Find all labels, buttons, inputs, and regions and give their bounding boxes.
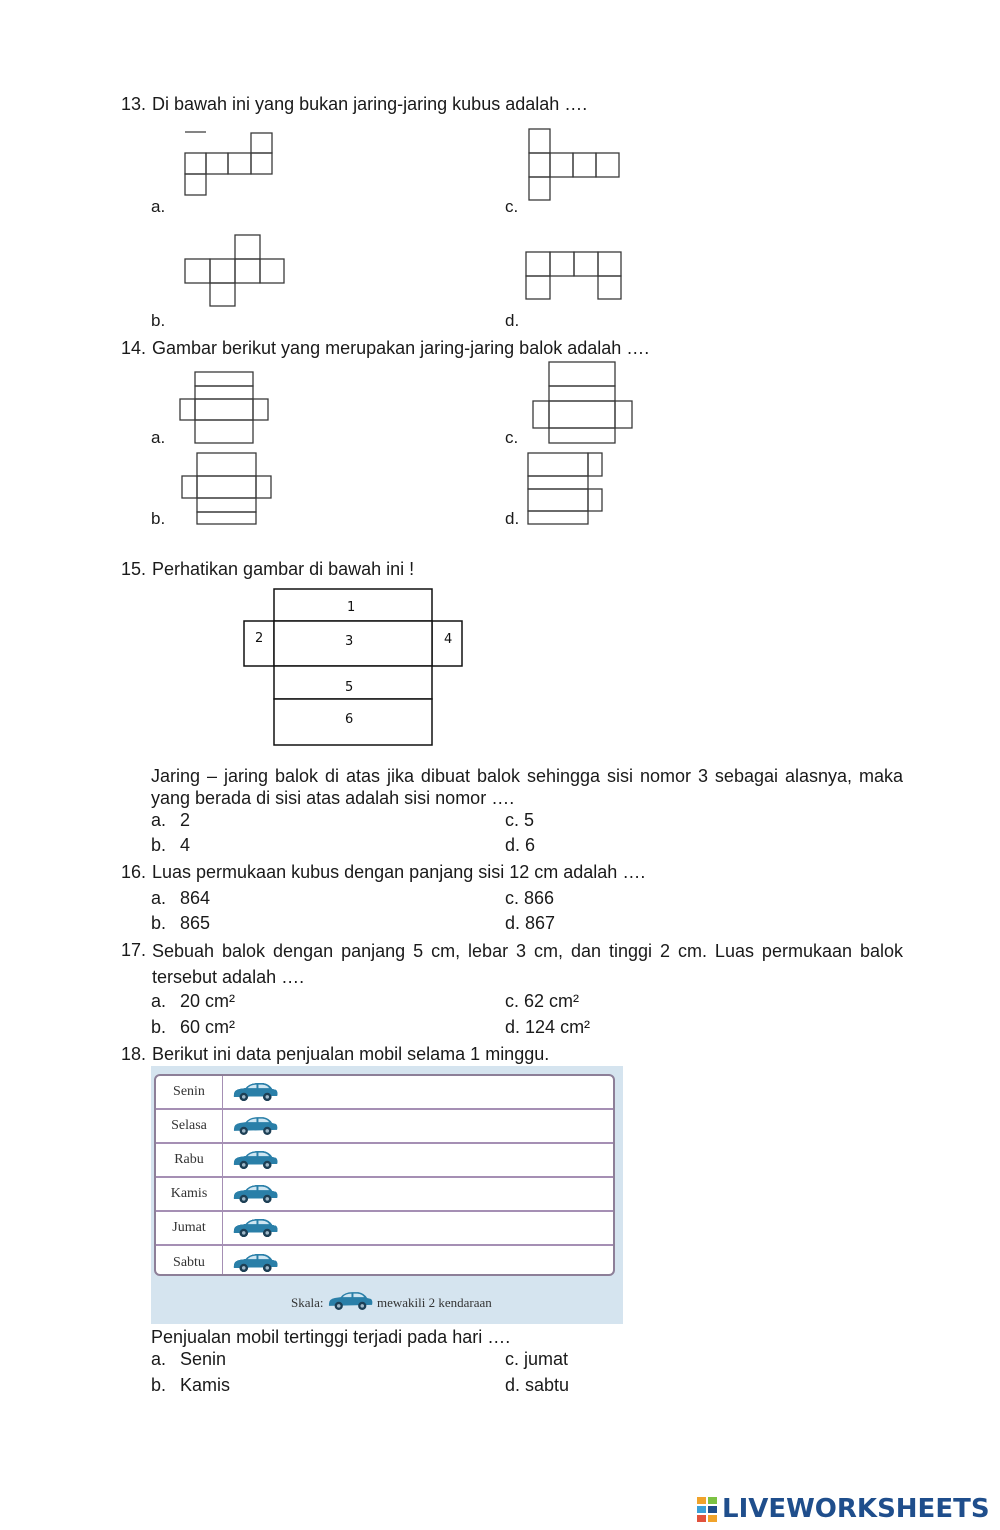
cuboid-net-a[interactable] (179, 371, 271, 447)
option-letter: a. (151, 888, 167, 908)
question-15-text: Jaring – jaring balok di atas jika dibuat balok sehingga sisi nomor 3 sebagai alasnya, maka yang berada di sisi atas adalah sisi nomor …. (151, 766, 903, 808)
option-text: 60 cm² (180, 1017, 236, 1037)
option-14-b-label: b. (151, 509, 166, 528)
option-text: 4 (180, 835, 191, 855)
option-15-c[interactable] (505, 808, 534, 832)
option-letter: b. (151, 1017, 167, 1037)
cube-net-a[interactable] (184, 130, 274, 198)
option-17-d[interactable] (505, 1015, 590, 1039)
option-16-b[interactable] (151, 911, 210, 935)
pictogram-row (156, 1110, 613, 1144)
question-number: 17. (121, 940, 147, 960)
option-text: sabtu (525, 1375, 570, 1395)
pictogram-day: Rabu (156, 1144, 223, 1176)
car-icon (232, 1183, 279, 1205)
option-letter: c. (505, 991, 520, 1011)
question-text: Sebuah balok dengan panjang 5 cm, lebar 3 cm, dan tinggi 2 cm. Luas permukaan balok tersebut adalah …. (152, 941, 903, 987)
option-letter: a. (151, 810, 167, 830)
option-18-a[interactable] (151, 1347, 226, 1371)
scale-label: Skala: (291, 1295, 324, 1310)
option-14-d-label: d. (505, 509, 520, 528)
option-text: 5 (524, 810, 535, 830)
option-letter: c. (505, 1349, 520, 1369)
scale-text: mewakili 2 kendaraan (377, 1295, 492, 1310)
option-letter: c. (505, 810, 520, 830)
option-text: 2 (180, 810, 191, 830)
option-text: 124 cm² (525, 1017, 591, 1037)
option-18-b[interactable] (151, 1373, 230, 1397)
car-icon (232, 1252, 279, 1274)
question-text: Berikut ini data penjualan mobil selama 1 minggu. (152, 1044, 550, 1064)
option-letter: d. (505, 1375, 521, 1395)
car-icon (232, 1081, 279, 1103)
option-text: 864 (180, 888, 211, 908)
question-13 (121, 92, 587, 116)
cuboid-net-d[interactable] (527, 452, 607, 528)
question-number: 16. (121, 862, 147, 882)
pictogram-day: Sabtu (156, 1246, 223, 1276)
logo-icon (697, 1496, 719, 1522)
face-6-number: 6 (345, 712, 354, 727)
option-17-b[interactable] (151, 1015, 235, 1039)
option-text: 867 (525, 913, 556, 933)
option-text: 865 (180, 913, 211, 933)
option-letter: c. (505, 888, 520, 908)
option-text: 866 (524, 888, 555, 908)
face-2-number: 2 (255, 631, 264, 646)
car-icon (232, 1115, 279, 1137)
question-14 (121, 336, 649, 360)
question-number: 13. (121, 94, 147, 114)
question-text: Luas permukaan kubus dengan panjang sisi 12 cm adalah …. (152, 862, 646, 882)
pictogram-row (156, 1178, 613, 1212)
car-sales-pictogram (151, 1066, 623, 1324)
pictogram-day: Kamis (156, 1178, 223, 1210)
option-text: 6 (525, 835, 536, 855)
option-text: 20 cm² (180, 991, 236, 1011)
cube-net-d[interactable] (525, 251, 623, 303)
option-13-d-label: d. (505, 311, 520, 330)
face-4-number: 4 (444, 632, 453, 647)
question-text: Perhatikan gambar di bawah ini ! (152, 559, 415, 579)
option-13-a-label: a. (151, 197, 166, 216)
option-letter: d. (505, 1017, 521, 1037)
option-16-c[interactable] (505, 886, 554, 910)
question-17 (121, 938, 903, 990)
question-text: Gambar berikut yang merupakan jaring-jaring balok adalah …. (152, 338, 650, 358)
option-15-d[interactable] (505, 833, 535, 857)
pictogram-scale (151, 1290, 623, 1316)
face-1-number: 1 (347, 600, 356, 615)
option-15-a[interactable] (151, 808, 190, 832)
option-17-a[interactable] (151, 989, 235, 1013)
option-letter: b. (151, 913, 167, 933)
cuboid-net-b[interactable] (181, 452, 275, 528)
face-3-number: 3 (345, 634, 354, 649)
option-13-b-label: b. (151, 311, 166, 330)
question-16 (121, 860, 645, 884)
option-text: 62 cm² (524, 991, 580, 1011)
question-text: Di bawah ini yang bukan jaring-jaring kubus adalah …. (152, 94, 588, 114)
face-5-number: 5 (345, 680, 354, 695)
question-number: 15. (121, 559, 147, 579)
option-13-c-label: c. (505, 197, 519, 216)
brand-name: LIVEWORKSHEETS (722, 1494, 990, 1524)
option-17-c[interactable] (505, 989, 579, 1013)
pictogram-row (156, 1246, 613, 1276)
option-letter: b. (151, 1375, 167, 1395)
cuboid-net-figure (243, 588, 465, 748)
pictogram-table (154, 1074, 615, 1276)
pictogram-row (156, 1144, 613, 1178)
question-number: 18. (121, 1044, 147, 1064)
pictogram-day: Selasa (156, 1110, 223, 1142)
option-letter: a. (151, 991, 167, 1011)
option-14-a-label: a. (151, 428, 166, 447)
question-number: 14. (121, 338, 147, 358)
car-icon (327, 1290, 374, 1312)
option-letter: b. (151, 835, 167, 855)
option-16-d[interactable] (505, 911, 555, 935)
option-letter: d. (505, 835, 521, 855)
option-letter: a. (151, 1349, 167, 1369)
cube-net-b[interactable] (184, 234, 286, 308)
pictogram-day: Senin (156, 1076, 223, 1108)
pictogram-row (156, 1076, 613, 1110)
option-18-c[interactable] (505, 1347, 568, 1371)
option-18-d[interactable] (505, 1373, 569, 1397)
option-15-b[interactable] (151, 833, 190, 857)
option-text: Kamis (180, 1375, 231, 1395)
cuboid-net-c[interactable] (532, 361, 636, 447)
car-icon (232, 1217, 279, 1239)
option-text: jumat (524, 1349, 569, 1369)
cube-net-c[interactable] (528, 128, 622, 202)
option-letter: d. (505, 913, 521, 933)
question-15 (121, 557, 414, 581)
option-14-c-label: c. (505, 428, 519, 447)
question-18 (121, 1042, 549, 1066)
pictogram-row (156, 1212, 613, 1246)
liveworksheets-logo[interactable] (697, 1494, 990, 1524)
car-icon (232, 1149, 279, 1171)
option-text: Senin (180, 1349, 227, 1369)
pictogram-day: Jumat (156, 1212, 223, 1244)
question-18-text: Penjualan mobil tertinggi terjadi pada hari …. (151, 1327, 511, 1347)
option-16-a[interactable] (151, 886, 210, 910)
